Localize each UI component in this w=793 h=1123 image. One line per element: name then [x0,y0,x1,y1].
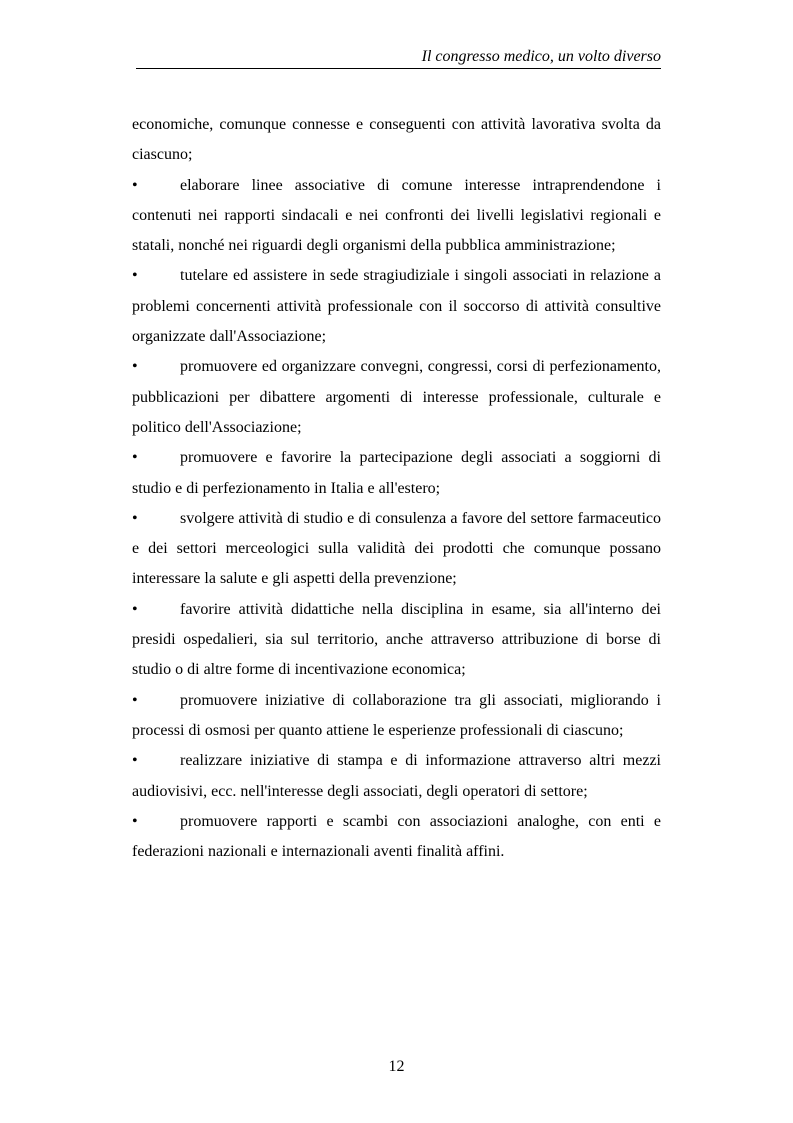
page-header [136,46,661,69]
list-item-text: promuovere ed organizzare convegni, congressi, corsi di perfezionamento, pubblicazioni per dibattere argomenti di interesse professionale, culturale e politico dell'Associazione; [132,358,661,436]
list-item [132,261,661,352]
list-item [132,171,661,262]
list-item-text: promuovere rapporti e scambi con associazioni analoghe, con enti e federazioni nazionali e internazionali aventi finalità affini. [132,812,661,861]
list-item [132,746,661,807]
list-item [132,686,661,747]
bullet-icon: • [132,691,138,709]
list-item-text: realizzare iniziative di stampa e di informazione attraverso altri mezzi audiovisivi, ecc. nell'interesse degli associati, degli operatori di settore; [132,752,661,800]
list-item-text: favorire attività didattiche nella disciplina in esame, sia all'interno dei presidi ospedalieri, sia sul territorio, anche attraverso attribuzione di borse di studio o di altre forme di incentivazione economica; [132,600,661,679]
bullet-icon: • [132,752,138,770]
list-item [132,504,661,595]
bullet-icon: • [132,358,138,376]
body-text [132,110,661,867]
list-item-text: promuovere iniziative di collaborazione tra gli associati, migliorando i processi di osmosi per quanto attiene le esperienze professionali di ciascuno; [132,691,661,739]
bullet-icon: • [132,267,138,285]
list-item [132,595,661,686]
list-item-text: svolgere attività di studio e di consulenza a favore del settore farmaceutico e dei settori merceologici sulla validità dei prodotti che comunque possano interessare la salute e gli aspetti della prevenzione; [132,509,661,588]
bullet-icon: • [132,449,138,467]
list-item [132,352,661,443]
running-header-title: Il congresso medico, un volto diverso [421,48,661,65]
list-item-text: elaborare linee associative di comune interesse intraprendendone i contenuti nei rapporti sindacali e nei confronti dei livelli legislativi regionali e statali, nonché nei riguardi degli organismi della pubblica amministrazione; [132,176,661,255]
list-item-text: tutelare ed assistere in sede stragiudiziale i singoli associati in relazione a problemi concernenti attività professionale con il soccorso di attività consultive organizzate dall'Associazione; [132,267,661,346]
bullet-icon: • [132,600,138,618]
list-item-text: promuovere e favorire la partecipazione degli associati a soggiorni di studio e di perfezionamento in Italia e all'estero; [132,449,661,497]
page-number: 12 [388,1058,405,1075]
list-item [132,807,661,868]
bullet-icon: • [132,812,138,830]
bullet-icon: • [132,509,138,527]
bullet-icon: • [132,176,138,194]
intro-paragraph: economiche, comunque connesse e conseguenti con attività lavorativa svolta da ciascuno; [132,116,661,164]
list-item [132,443,661,504]
